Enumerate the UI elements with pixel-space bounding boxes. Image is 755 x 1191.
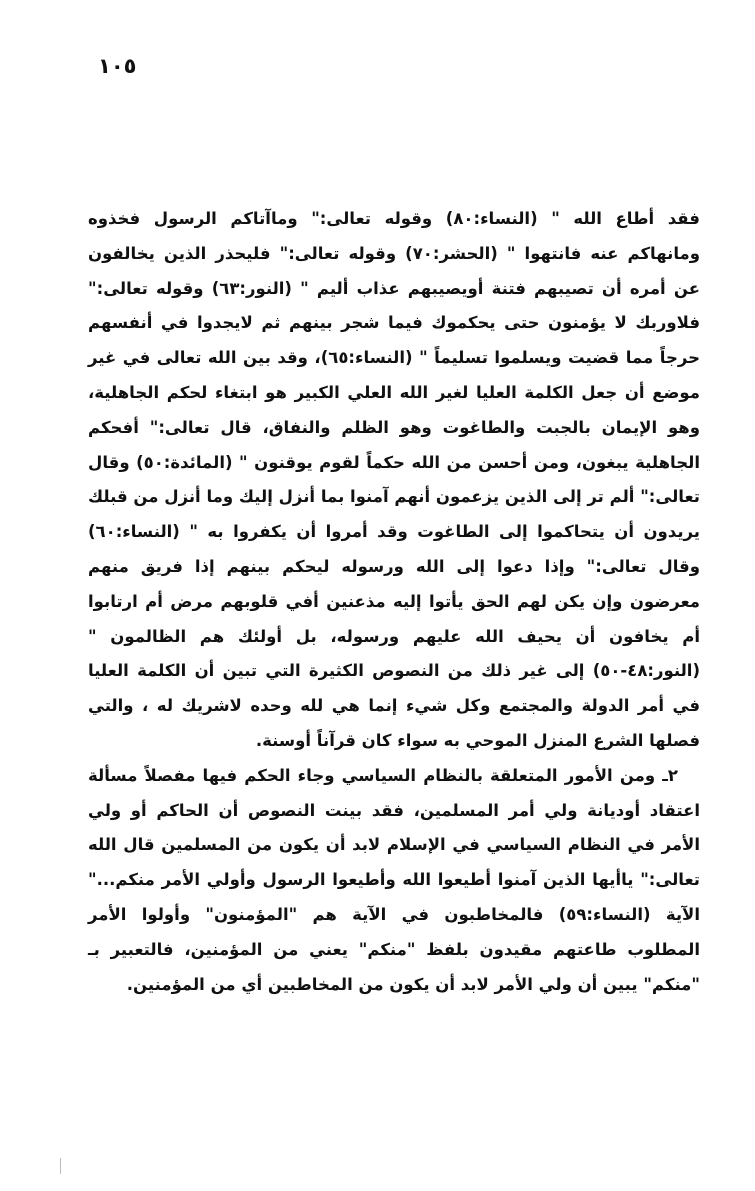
scan-mark bbox=[60, 1158, 61, 1174]
page-number: ١٠٥ bbox=[98, 54, 137, 78]
paragraph-1: فقد أطاع الله " (النساء:٨٠) وقوله تعالى:" وماآتاكم الرسول فخذوه ومانهاكم عنه فانتهوا " (الحشر:٧٠) وقوله تعالى:" فليحذر الذين يخالفون عن أمره أن تصيبهم فتنة أويصيبهم عذاب أليم " (النور:٦٣) وقوله تعالى:" فلاوربك لا يؤمنون حتى يحكموك فيما شجر بينهم ثم لايجدوا في أنفسهم حرجاً مما قضيت ويسلموا تسليماً " (النساء:٦٥)، وقد بين الله تعالى في غير موضع أن جعل الكلمة العليا لغير الله العلي الكبير هو ابتغاء لحكم الجاهلية، وهو الإيمان بالجبت والطاغوت وهو الظلم والنفاق، قال تعالى:" أفحكم الجاهلية يبغون، ومن أحسن من الله حكماً لقوم يوقنون " (المائدة:٥٠) وقال تعالى:" ألم تر إلى الذين يزعمون أنهم آمنوا بما أنزل إليك وما أنزل من قبلك يريدون أن يتحاكموا إلى الطاغوت وقد أمروا أن يكفروا به " (النساء:٦٠) وقال تعالى:" وإذا دعوا إلى الله ورسوله ليحكم بينهم إذا فريق منهم معرضون وإن يكن لهم الحق يأتوا إليه مذعنين أفي قلوبهم مرض أم ارتابوا أم يخافون أن يحيف الله عليهم ورسوله، بل أولئك هم الظالمون " (النور:٤٨-٥٠) إلى غير ذلك من النصوص الكثيرة التي تبين أن الكلمة العليا في أمر الدولة والمجتمع وكل شيء إنما هي لله وحده لاشريك له ، والتي فصلها الشرع المنزل الموحي به سواء كان قرآناً أوسنة. bbox=[88, 209, 700, 750]
paragraph-2: ٢ـ ومن الأمور المتعلقة بالنظام السياسي وجاء الحكم فيها مفصلاً مسألة اعتقاد أوديانة ولي أمر المسلمين، فقد بينت النصوص أن الحاكم أو ولي الأمر في النظام السياسي في الإسلام لابد أن يكون من المسلمين قال الله تعالى:" ياأيها الذين آمنوا أطيعوا الله وأطيعوا الرسول وأولي الأمر منكم..." الآية (النساء:٥٩) فالمخاطبون في الآية هم "المؤمنون" وأولوا الأمر المطلوب طاعتهم مقيدون بلفظ "منكم" يعني من المؤمنين، فالتعبير بـ "منكم" يبين أن ولي الأمر لابد أن يكون من المخاطبين أي من المؤمنين. bbox=[88, 765, 701, 994]
page-body bbox=[88, 202, 700, 1002]
